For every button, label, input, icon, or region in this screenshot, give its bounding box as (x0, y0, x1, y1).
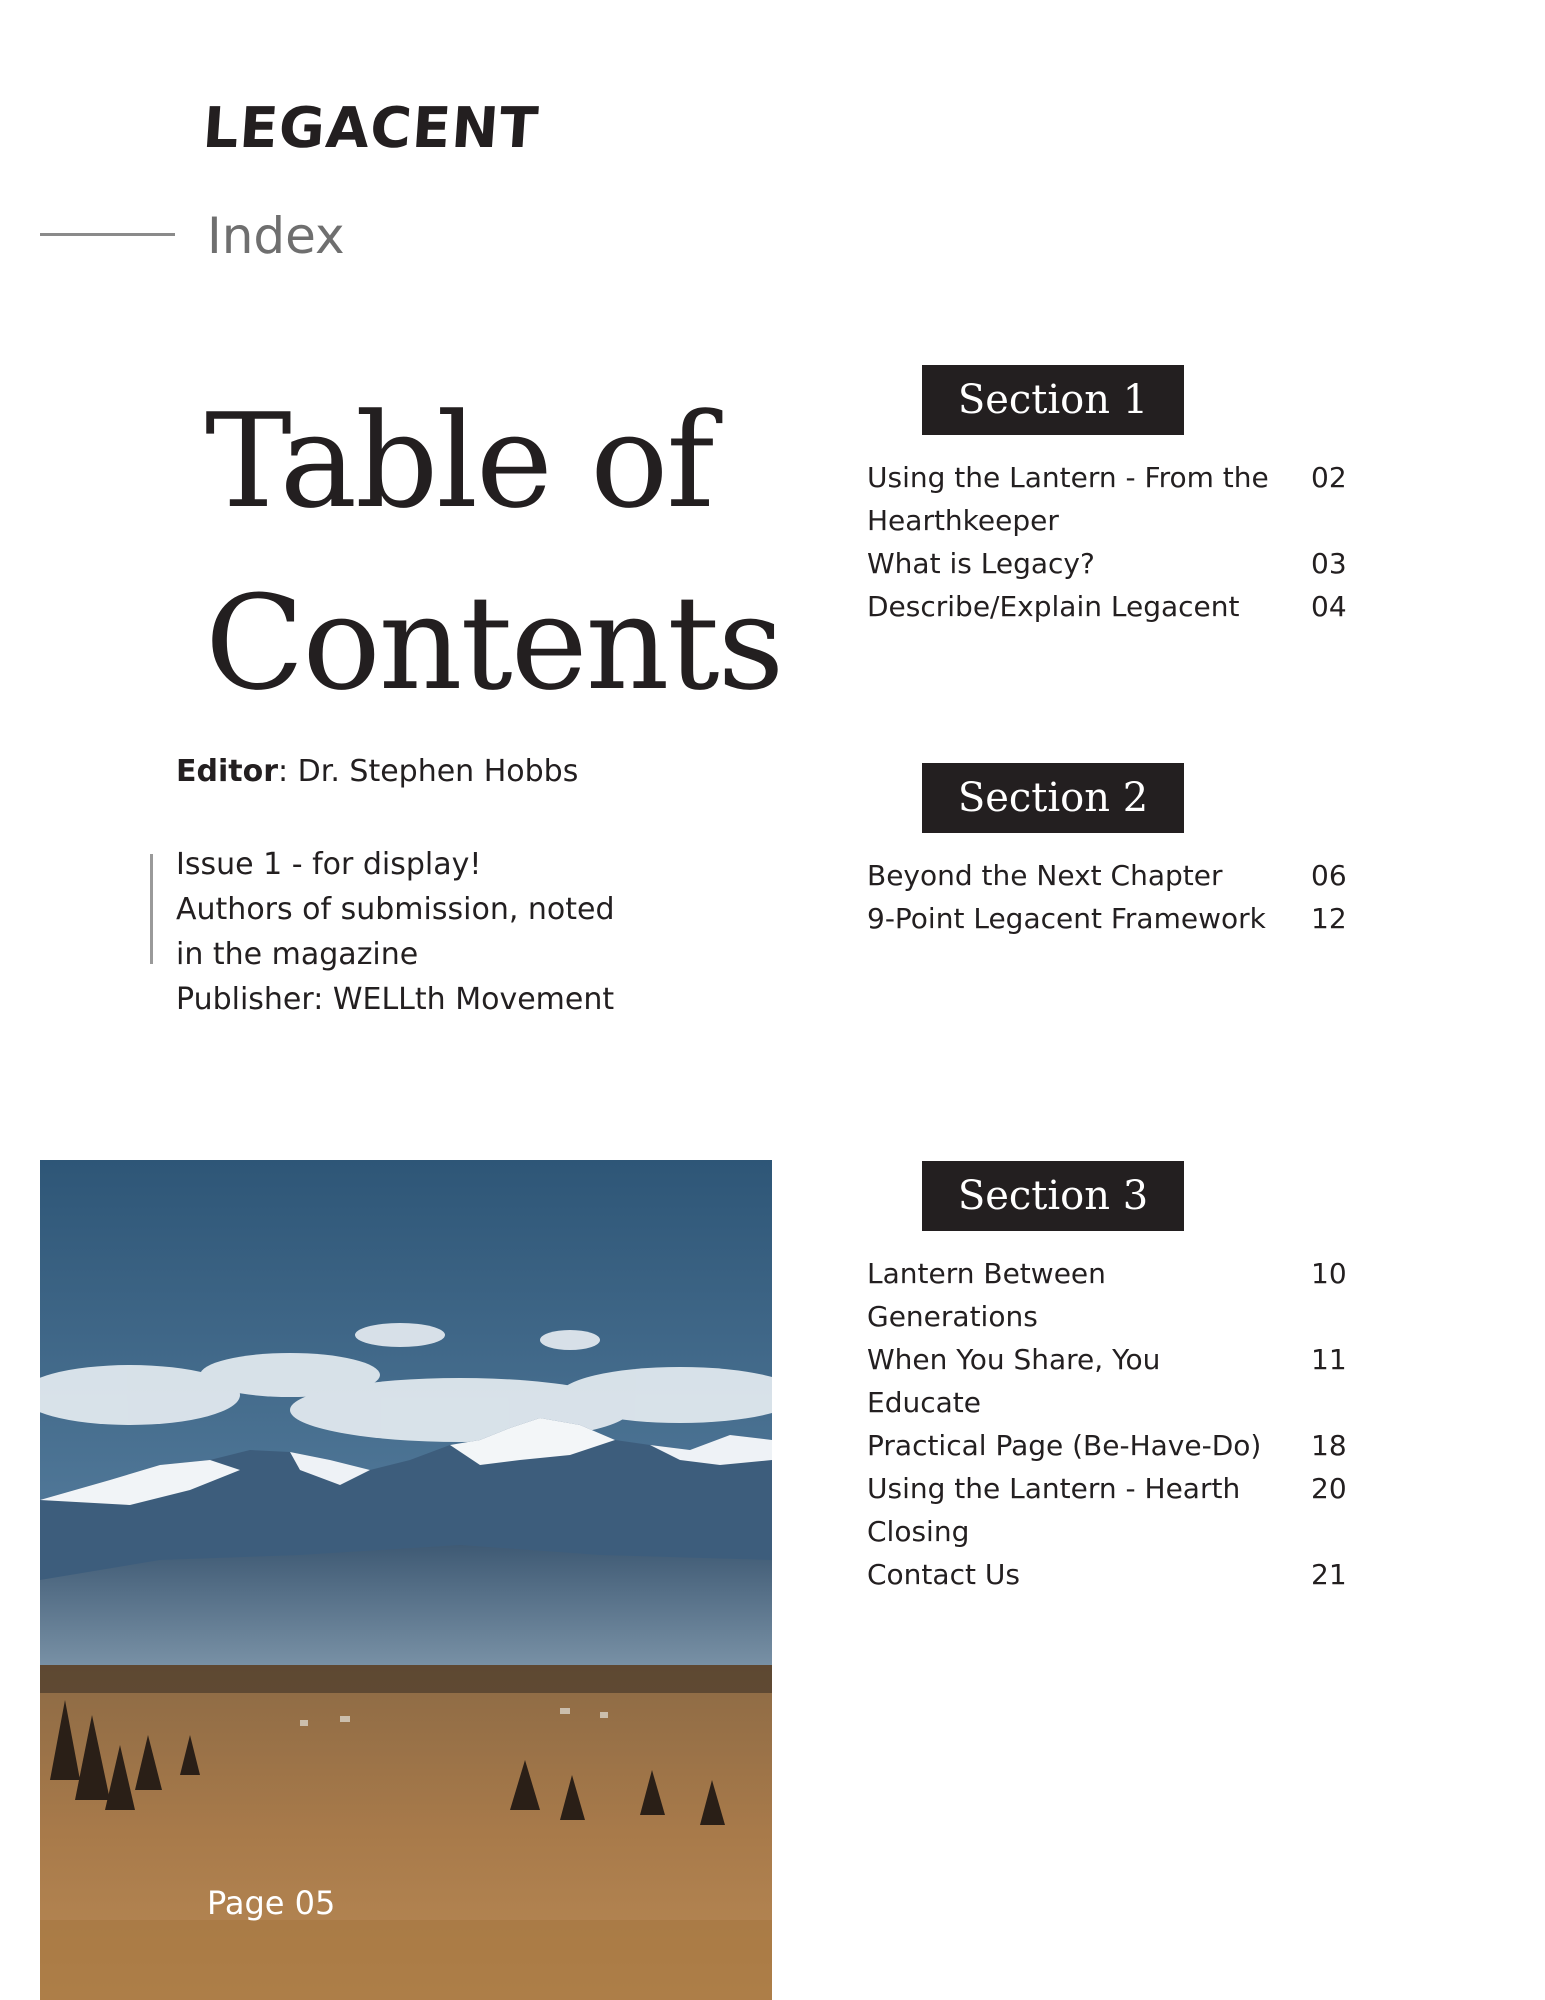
issue-divider (150, 854, 153, 964)
editor-label: Editor (176, 754, 278, 789)
brand-logo: LEGACENT (200, 96, 541, 161)
mountain-landscape-photo (40, 1160, 772, 2000)
issue-line: in the magazine (176, 937, 419, 972)
section-3-badge: Section 3 (922, 1161, 1184, 1231)
page-title-line-2: Contents (205, 567, 783, 719)
section-1-badge: Section 1 (922, 365, 1184, 435)
page-title-line-1: Table of (205, 385, 713, 537)
issue-info (176, 842, 615, 1022)
toc-entry[interactable] (867, 1252, 1347, 1338)
toc-entry-title: What is Legacy? (867, 547, 1095, 580)
toc-entry-title: Lantern Between Generations (867, 1257, 1106, 1333)
issue-line: Publisher: WELLth Movement (176, 982, 615, 1017)
toc-entry-page: 04 (1311, 590, 1347, 623)
toc-entry-title: Using the Lantern - From the Hearthkeeper (867, 461, 1269, 537)
toc-entry-title: Contact Us (867, 1558, 1020, 1591)
toc-entry[interactable] (867, 585, 1347, 628)
page-title (205, 370, 805, 734)
toc-entry-page: 10 (1311, 1257, 1347, 1290)
section-3-entries (867, 1252, 1347, 1596)
toc-entry-title: 9-Point Legacent Framework (867, 902, 1266, 935)
toc-entry-title: Using the Lantern - Hearth Closing (867, 1472, 1241, 1548)
toc-entry-title: Describe/Explain Legacent (867, 590, 1240, 623)
toc-entry-page: 11 (1311, 1343, 1347, 1376)
index-divider (40, 233, 175, 236)
section-2-badge: Section 2 (922, 763, 1184, 833)
issue-line: Issue 1 - for display! (176, 847, 482, 882)
toc-entry[interactable] (867, 542, 1347, 585)
toc-entry-title: Beyond the Next Chapter (867, 859, 1223, 892)
toc-entry[interactable] (867, 1424, 1347, 1467)
index-label: Index (207, 207, 345, 265)
section-2-entries (867, 854, 1347, 940)
toc-entry[interactable] (867, 1338, 1347, 1424)
toc-entry-page: 02 (1311, 461, 1347, 494)
editor-credit (176, 754, 578, 789)
toc-entry-page: 12 (1311, 902, 1347, 935)
issue-line: Authors of submission, noted (176, 892, 615, 927)
toc-entry-title: Practical Page (Be-Have-Do) (867, 1429, 1262, 1462)
section-1-entries (867, 456, 1347, 628)
toc-entry-page: 03 (1311, 547, 1347, 580)
toc-entry[interactable] (867, 456, 1347, 542)
toc-entry[interactable] (867, 854, 1347, 897)
editor-name: : Dr. Stephen Hobbs (278, 754, 579, 789)
toc-entry[interactable] (867, 1467, 1347, 1553)
toc-entry-page: 18 (1311, 1429, 1347, 1462)
toc-entry-page: 20 (1311, 1472, 1347, 1505)
toc-entry[interactable] (867, 897, 1347, 940)
page-number: Page 05 (207, 1884, 336, 1922)
toc-entry[interactable] (867, 1553, 1347, 1596)
toc-entry-title: When You Share, You Educate (867, 1343, 1161, 1419)
toc-entry-page: 06 (1311, 859, 1347, 892)
toc-entry-page: 21 (1311, 1558, 1347, 1591)
